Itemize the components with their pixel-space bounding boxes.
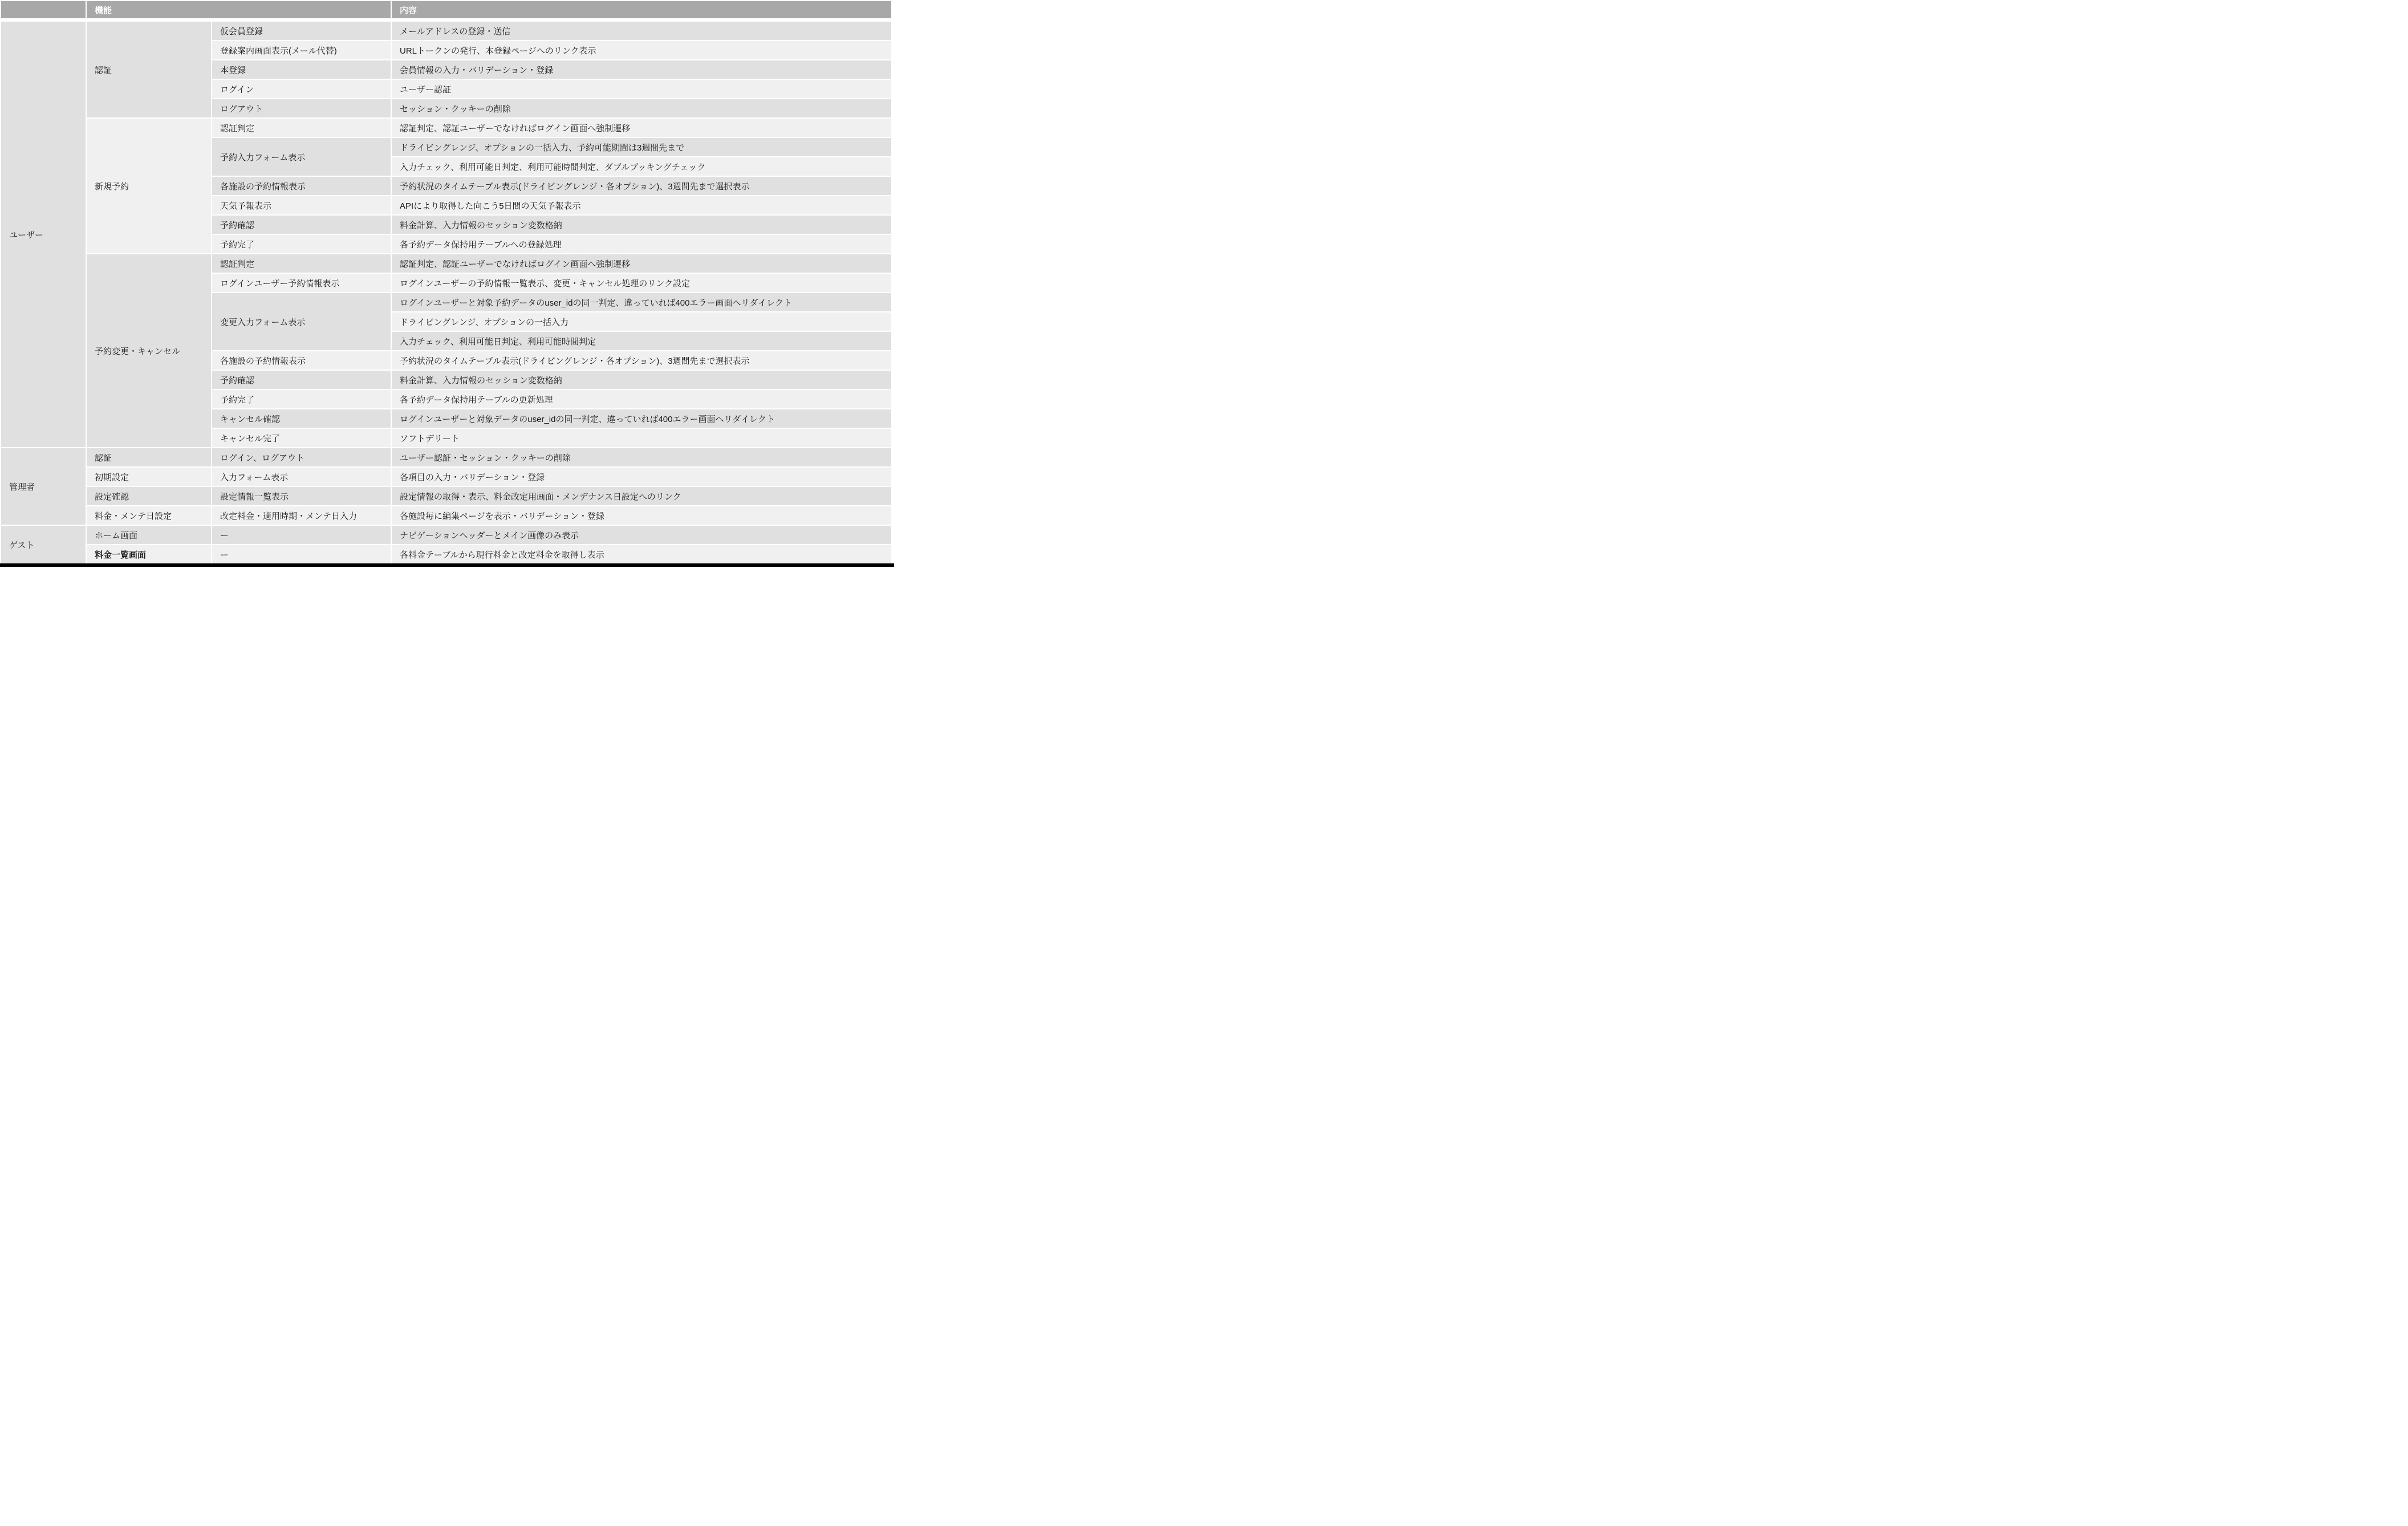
cell-sub: 認証判定 [212,118,391,137]
cell-sub: 天気予報表示 [212,196,391,215]
table-row [1,20,892,40]
cell-content: 各予約データ保持用テーブルの更新処理 [391,389,892,409]
cell-func: 料金・メンテ日設定 [86,506,212,525]
cell-func: ホーム画面 [86,525,212,545]
cell-content: ログインユーザーと対象予約データのuser_idの同一判定、違っていれば400エラー画面へリダイレクト [391,293,892,312]
table-row [1,467,892,486]
cell-content: URLトークンの発行、本登録ページへのリンク表示 [391,40,892,60]
cell-content: 予約状況のタイムテーブル表示(ドライビングレンジ・各オプション)、3週間先まで選択表示 [391,176,892,196]
cell-sub: 設定情報一覧表示 [212,486,391,506]
cell-sub: ログイン、ログアウト [212,448,391,467]
cell-content: セッション・クッキーの削除 [391,99,892,118]
cell-sub: 改定料金・適用時期・メンテ日入力 [212,506,391,525]
table-row [1,486,892,506]
cell-sub: 認証判定 [212,254,391,273]
cell-sub: 予約確認 [212,215,391,234]
cell-content: 各施設毎に編集ページを表示・バリデーション・登録 [391,506,892,525]
cell-content: ユーザー認証 [391,79,892,99]
cell-role-admin: 管理者 [1,448,86,525]
cell-content: ソフトデリート [391,428,892,448]
cell-role-guest: ゲスト [1,525,86,564]
table-row [1,254,892,273]
cell-content: ドライビングレンジ、オプションの一括入力 [391,312,892,331]
cell-content: ログインユーザーと対象データのuser_idの同一判定、違っていれば400エラー画面へリダイレクト [391,409,892,428]
cell-content: ナビゲーションヘッダーとメイン画像のみ表示 [391,525,892,545]
header-row [1,1,892,20]
cell-content: 各料金テーブルから現行料金と改定料金を取得し表示 [391,545,892,564]
cell-group-new-reservation: 新規予約 [86,118,212,254]
cell-sub: 登録案内画面表示(メール代替) [212,40,391,60]
cell-role-user: ユーザー [1,20,86,448]
cell-group-change-cancel: 予約変更・キャンセル [86,254,212,448]
cell-content: 予約状況のタイムテーブル表示(ドライビングレンジ・各オプション)、3週間先まで選択表示 [391,351,892,370]
cell-content: 入力チェック、利用可能日判定、利用可能時間判定 [391,331,892,351]
cell-content: 料金計算、入力情報のセッション変数格納 [391,215,892,234]
header-blank [1,1,86,20]
table-row [1,448,892,467]
cell-sub: 本登録 [212,60,391,79]
header-function: 機能 [86,1,391,20]
table-row [1,545,892,564]
cell-func: 認証 [86,448,212,467]
cell-sub: 入力フォーム表示 [212,467,391,486]
cell-sub: キャンセル完了 [212,428,391,448]
bottom-edge-bar [0,563,894,567]
spec-table [0,0,892,565]
cell-func: 設定確認 [86,486,212,506]
cell-sub: 予約確認 [212,370,391,389]
cell-group-auth: 認証 [86,20,212,118]
table-row [1,506,892,525]
cell-sub: 変更入力フォーム表示 [212,293,391,351]
cell-sub: 仮会員登録 [212,20,391,40]
cell-content: 各項目の入力・バリデーション・登録 [391,467,892,486]
cell-sub: ログインユーザー予約情報表示 [212,273,391,293]
cell-sub: 予約完了 [212,389,391,409]
spec-sheet [0,0,894,567]
cell-content: ユーザー認証・セッション・クッキーの削除 [391,448,892,467]
cell-sub: ー [212,525,391,545]
cell-content: メールアドレスの登録・送信 [391,20,892,40]
cell-sub: ログイン [212,79,391,99]
cell-content: APIにより取得した向こう5日間の天気予報表示 [391,196,892,215]
cell-content: 会員情報の入力・バリデーション・登録 [391,60,892,79]
table-row [1,525,892,545]
cell-content: ログインユーザーの予約情報一覧表示、変更・キャンセル処理のリンク設定 [391,273,892,293]
cell-func: 料金一覧画面 [86,545,212,564]
cell-sub: ー [212,545,391,564]
cell-content: 設定情報の取得・表示、料金改定用画面・メンデナンス日設定へのリンク [391,486,892,506]
cell-func: 初期設定 [86,467,212,486]
cell-content: 料金計算、入力情報のセッション変数格納 [391,370,892,389]
cell-sub: 予約完了 [212,234,391,254]
table-row [1,118,892,137]
cell-sub: 各施設の予約情報表示 [212,176,391,196]
cell-sub: キャンセル確認 [212,409,391,428]
cell-content: 認証判定、認証ユーザーでなければログイン画面へ強制遷移 [391,118,892,137]
cell-content: 入力チェック、利用可能日判定、利用可能時間判定、ダブルブッキングチェック [391,157,892,176]
cell-sub: 予約入力フォーム表示 [212,137,391,176]
cell-content: 認証判定、認証ユーザーでなければログイン画面へ強制遷移 [391,254,892,273]
cell-content: ドライビングレンジ、オプションの一括入力、予約可能期間は3週間先まで [391,137,892,157]
cell-sub: 各施設の予約情報表示 [212,351,391,370]
header-content: 内容 [391,1,892,20]
cell-content: 各予約データ保持用テーブルへの登録処理 [391,234,892,254]
cell-sub: ログアウト [212,99,391,118]
